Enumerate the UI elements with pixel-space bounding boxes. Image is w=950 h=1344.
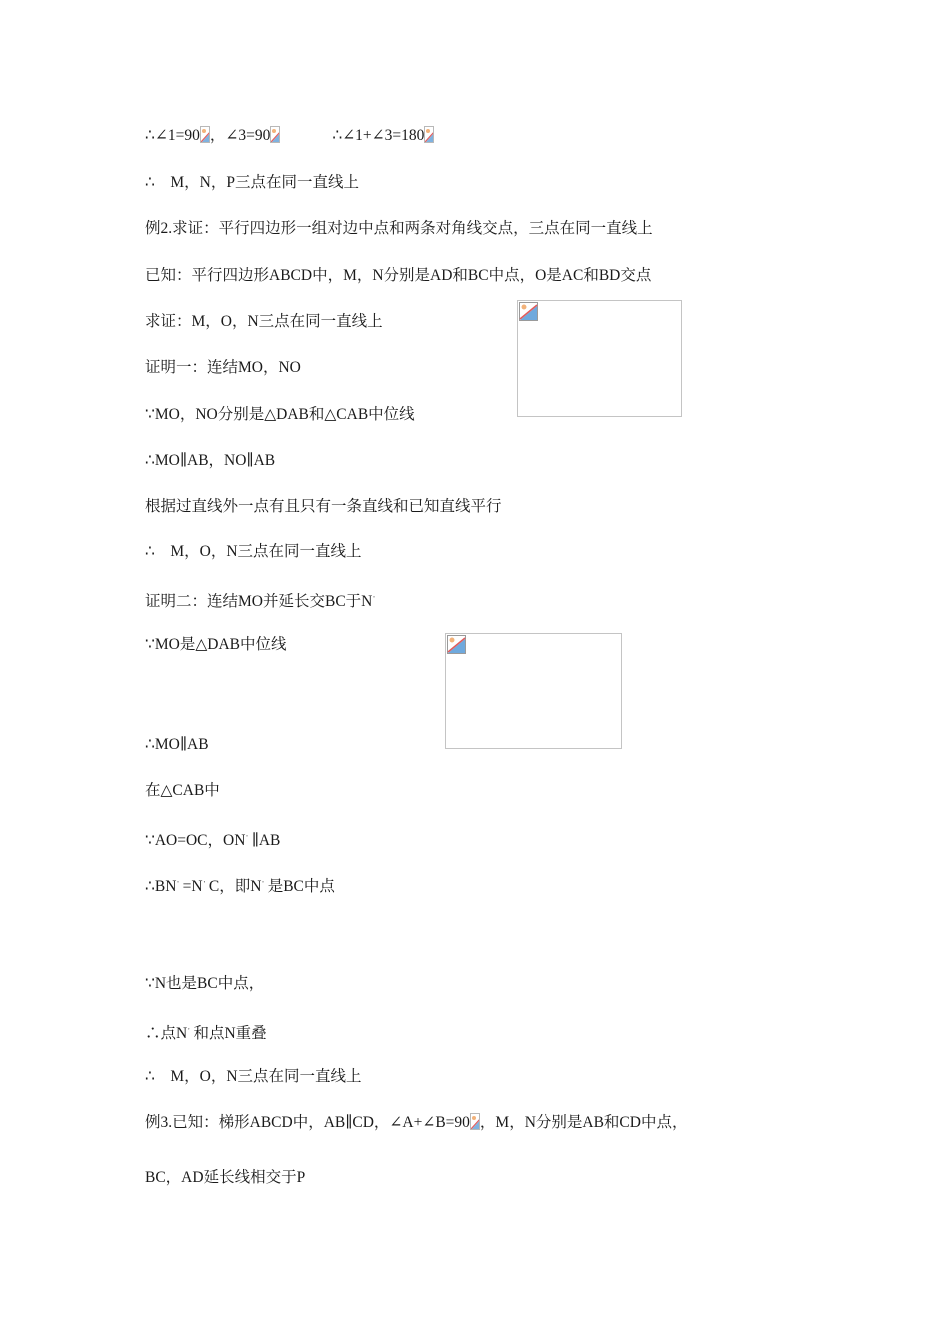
prime-mark: ' <box>373 595 375 603</box>
prime-mark: ' <box>246 834 248 842</box>
text-line-1 <box>145 126 434 146</box>
text-line-19: ∴ M，O，N三点在同一直线上 <box>145 1068 362 1085</box>
broken-image-icon <box>470 1113 480 1130</box>
text-fragment: 和点N重叠 <box>193 1025 267 1042</box>
broken-image-icon <box>200 126 210 143</box>
text-fragment: 证明二：连结MO并延长交BC于N <box>145 593 373 610</box>
broken-image-icon <box>519 302 538 321</box>
text-line-20 <box>145 1113 687 1133</box>
text-line-5: 求证：M，O，N三点在同一直线上 <box>145 313 383 330</box>
text-line-4: 已知：平行四边形ABCD中，M，N分别是AD和BC中点，O是AC和BD交点 <box>145 267 652 284</box>
text-line-13: ∴MO∥AB <box>145 736 209 753</box>
figure-1-frame <box>517 300 682 417</box>
text-fragment: 是BC中点 <box>267 878 335 895</box>
text-fragment: ∵AO=OC，ON <box>145 832 246 849</box>
text-line-3: 例2.求证：平行四边形一组对边中点和两条对角线交点，三点在同一直线上 <box>145 220 653 237</box>
text-line-10: ∴ M，O，N三点在同一直线上 <box>145 543 362 560</box>
text-fragment: ∥AB <box>251 832 281 849</box>
broken-image-icon <box>424 126 434 143</box>
text-fragment: ，∠3=90 <box>209 127 271 144</box>
text-line-2: ∴ M，N，P三点在同一直线上 <box>145 174 359 191</box>
prime-mark: ' <box>262 880 264 888</box>
text-line-7: ∵MO，NO分别是△DAB和△CAB中位线 <box>145 406 415 423</box>
text-line-12: ∵MO是△DAB中位线 <box>145 636 287 653</box>
text-fragment: ∴点N <box>145 1025 188 1042</box>
text-fragment: 例3.已知：梯形ABCD中，AB∥CD，∠A+∠B=90 <box>145 1114 470 1131</box>
text-line-18 <box>145 1021 267 1044</box>
text-line-15 <box>145 828 280 851</box>
text-fragment: ∴∠1+∠3=180 <box>332 127 425 144</box>
text-line-14: 在△CAB中 <box>145 782 220 799</box>
text-line-6: 证明一：连结MO，NO <box>145 359 301 376</box>
text-fragment: ∴BN <box>145 878 177 895</box>
broken-image-icon <box>447 635 466 654</box>
text-line-17: ∵N也是BC中点， <box>145 975 265 992</box>
text-line-9: 根据过直线外一点有且只有一条直线和已知直线平行 <box>145 498 502 515</box>
prime-mark: ' <box>203 880 205 888</box>
text-fragment: ，M，N分别是AB和CD中点， <box>479 1114 688 1131</box>
prime-mark: ' <box>188 1027 190 1035</box>
broken-image-icon <box>270 126 280 143</box>
text-fragment: C，即N <box>208 878 262 895</box>
prime-mark: ' <box>177 880 179 888</box>
text-line-11 <box>145 589 379 612</box>
text-fragment: ∴∠1=90 <box>145 127 200 144</box>
text-line-16 <box>145 874 335 897</box>
figure-2-frame <box>445 633 622 749</box>
text-line-8: ∴MO∥AB，NO∥AB <box>145 452 276 469</box>
text-line-21: BC，AD延长线相交于P <box>145 1169 306 1186</box>
text-fragment: =N <box>182 878 203 895</box>
